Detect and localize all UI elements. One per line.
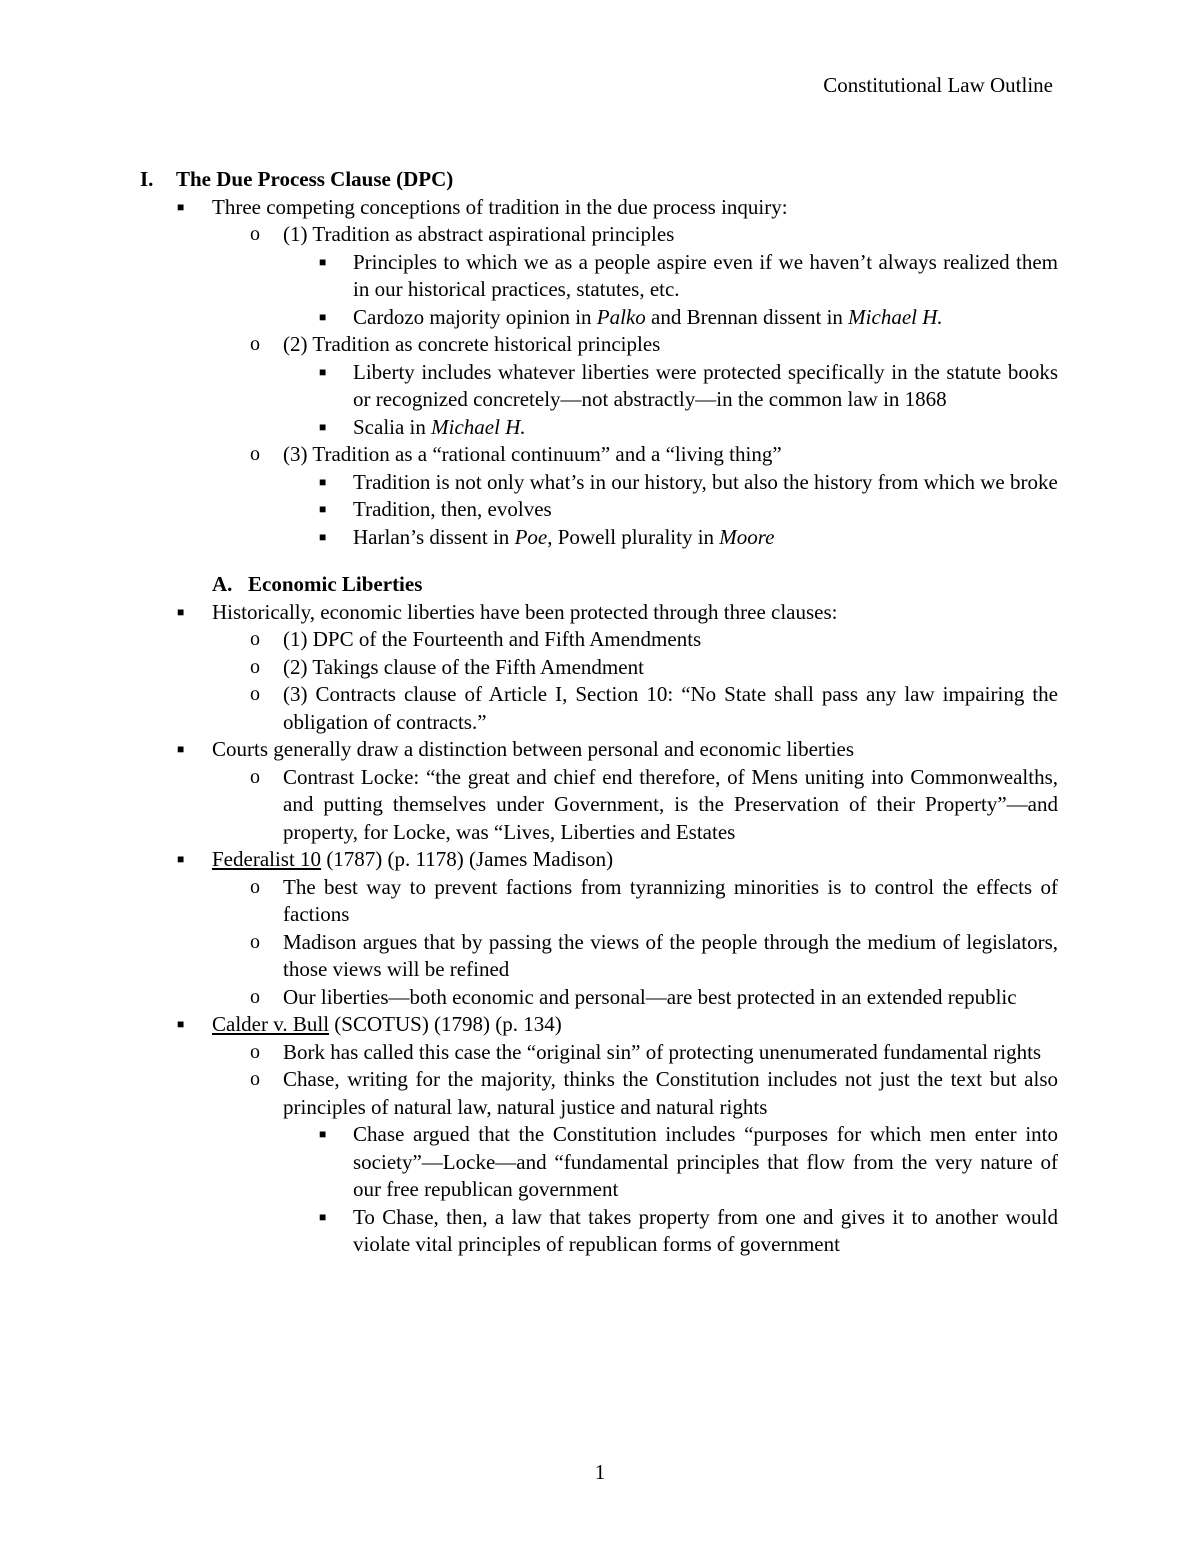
sub-bullet-item [140,654,1058,682]
bullet-text: (SCOTUS) (1798) (p. 134) [329,1012,562,1036]
square-bullet-icon: ■ [319,419,327,434]
circle-bullet-icon: o [250,985,260,1008]
section-heading-a [140,571,1058,599]
square-bullet-icon: ■ [177,199,185,214]
circle-bullet-icon: o [250,443,260,465]
square-bullet-icon: ■ [177,852,185,866]
square-bullet-icon: ■ [319,1209,327,1224]
bullet-text: Our liberties—both economic and personal—are best protected in an extended republic [283,984,1017,1009]
sub-bullet-item [140,764,1058,847]
square-bullet-icon: ■ [319,364,327,379]
square-bullet-icon: ■ [319,1127,327,1141]
bullet-item [140,846,1058,874]
circle-bullet-icon: o [250,1040,260,1063]
subsub-bullet-item [140,496,1058,524]
subsub-bullet-item [140,469,1058,497]
bullet-text: , Powell plurality in [547,524,720,549]
section-title: Economic Liberties [248,572,423,596]
circle-bullet-icon: o [250,930,260,953]
circle-bullet-icon: o [250,765,260,788]
bullet-text: Cardozo majority opinion in [353,304,597,329]
bullet-text: To Chase, then, a law that takes property from one and gives it to another would violate vital principles of republican forms of government [353,1204,1058,1256]
circle-bullet-icon: o [250,333,260,355]
section-heading-i [140,166,1058,194]
bullet-text: Principles to which we as a people aspire even if we haven’t always realized them in our historical practices, statutes, etc. [353,249,1058,301]
running-header: Constitutional Law Outline [823,73,1053,97]
bullet-text: (3) Tradition as a “rational continuum” and a “living thing” [283,442,782,466]
circle-bullet-icon: o [250,655,260,678]
bullet-text: Contrast Locke: “the great and chief end therefore, of Mens uniting into Commonwealths, and putting themselves under Government, is the Preservation of their Property”—and property, for Locke, was “Lives, Liberties and Estates [283,764,1058,844]
sub-bullet-item [140,681,1058,736]
bullet-text: (2) Takings clause of the Fifth Amendment [283,654,644,679]
circle-bullet-icon: o [250,683,260,705]
bullet-item [140,736,1058,764]
bullet-text: Courts generally draw a distinction between personal and economic liberties [212,737,855,761]
sub-bullet-item [140,1066,1058,1121]
square-bullet-icon: ■ [319,254,327,269]
sub-bullet-item [140,874,1058,929]
bullet-text: (2) Tradition as concrete historical principles [283,332,661,356]
bullet-text: Liberty includes whatever liberties were protected specifically in the statute books or recognized concretely—not abstractly—in the common law in 1868 [353,359,1058,411]
bullet-item [140,599,1058,627]
bullet-item [140,194,1058,222]
bullet-text: (3) Contracts clause of Article I, Section 10: “No State shall pass any law impairing the obligation of contracts.” [283,682,1058,734]
subsub-bullet-item [140,1204,1058,1259]
bullet-text: and Brennan dissent in [645,304,849,329]
sub-bullet-item [140,331,1058,359]
case-name: Poe [514,524,548,549]
square-bullet-icon: ■ [177,742,185,756]
square-bullet-icon: ■ [177,1017,185,1031]
case-name: Michael H. [431,414,526,439]
section-number: I. [140,167,154,191]
square-bullet-icon: ■ [319,502,327,516]
square-bullet-icon: ■ [177,604,185,619]
sub-bullet-item [140,441,1058,469]
bullet-text: (1) Tradition as abstract aspirational principles [283,222,675,246]
sub-bullet-item [140,221,1058,249]
square-bullet-icon: ■ [319,309,327,324]
bullet-text: The best way to prevent factions from tyrannizing minorities is to control the effects of factions [283,874,1058,926]
bullet-text: Bork has called this case the “original sin” of protecting unenumerated fundamental rights [283,1039,1042,1064]
bullet-text: Scalia in [353,414,432,439]
case-link: Federalist 10 [212,847,322,871]
page-number: 1 [594,1460,606,1484]
subsub-bullet-item [140,249,1058,304]
bullet-item [140,1011,1058,1039]
bullet-text: Chase, writing for the majority, thinks the Constitution includes not just the text but also principles of natural law, natural justice and natural rights [283,1067,1058,1119]
bullet-text: Tradition, then, evolves [353,497,552,521]
sub-bullet-item [140,1039,1058,1067]
subsub-bullet-item [140,359,1058,414]
subsub-bullet-item [140,1121,1058,1204]
circle-bullet-icon: o [250,1068,260,1090]
sub-bullet-item [140,929,1058,984]
square-bullet-icon: ■ [319,529,327,544]
bullet-text: Three competing conceptions of tradition in the due process inquiry: [212,194,788,219]
bullet-text: (1) DPC of the Fourteenth and Fifth Amendments [283,627,702,651]
bullet-text: Historically, economic liberties have been protected through three clauses: [212,599,838,624]
square-bullet-icon: ■ [319,474,327,489]
sub-bullet-item [140,984,1058,1012]
circle-bullet-icon: o [250,875,260,898]
subsub-bullet-item [140,304,1058,332]
section-title: The Due Process Clause (DPC) [176,167,454,191]
case-link: Calder v. Bull [212,1012,330,1036]
bullet-text: (1787) (p. 1178) (James Madison) [321,847,614,871]
case-name: Michael H. [848,304,943,329]
circle-bullet-icon: o [250,223,260,245]
bullet-text: Tradition is not only what’s in our history, but also the history from which we broke [353,469,1058,494]
bullet-text: Harlan’s dissent in [353,524,515,549]
case-name: Palko [596,304,646,329]
circle-bullet-icon: o [250,628,260,650]
bullet-text: Madison argues that by passing the views of the people through the medium of legislators, those views will be refined [283,929,1058,981]
case-name: Moore [719,524,775,549]
sub-bullet-item [140,626,1058,654]
outline-body [140,166,1058,1259]
subsub-bullet-item [140,524,1058,552]
section-number: A. [212,572,233,596]
bullet-text: Chase argued that the Constitution includes “purposes for which men enter into society”—Locke—and “fundamental principles that flow from the very nature of our free republican government [353,1122,1058,1201]
subsub-bullet-item [140,414,1058,442]
